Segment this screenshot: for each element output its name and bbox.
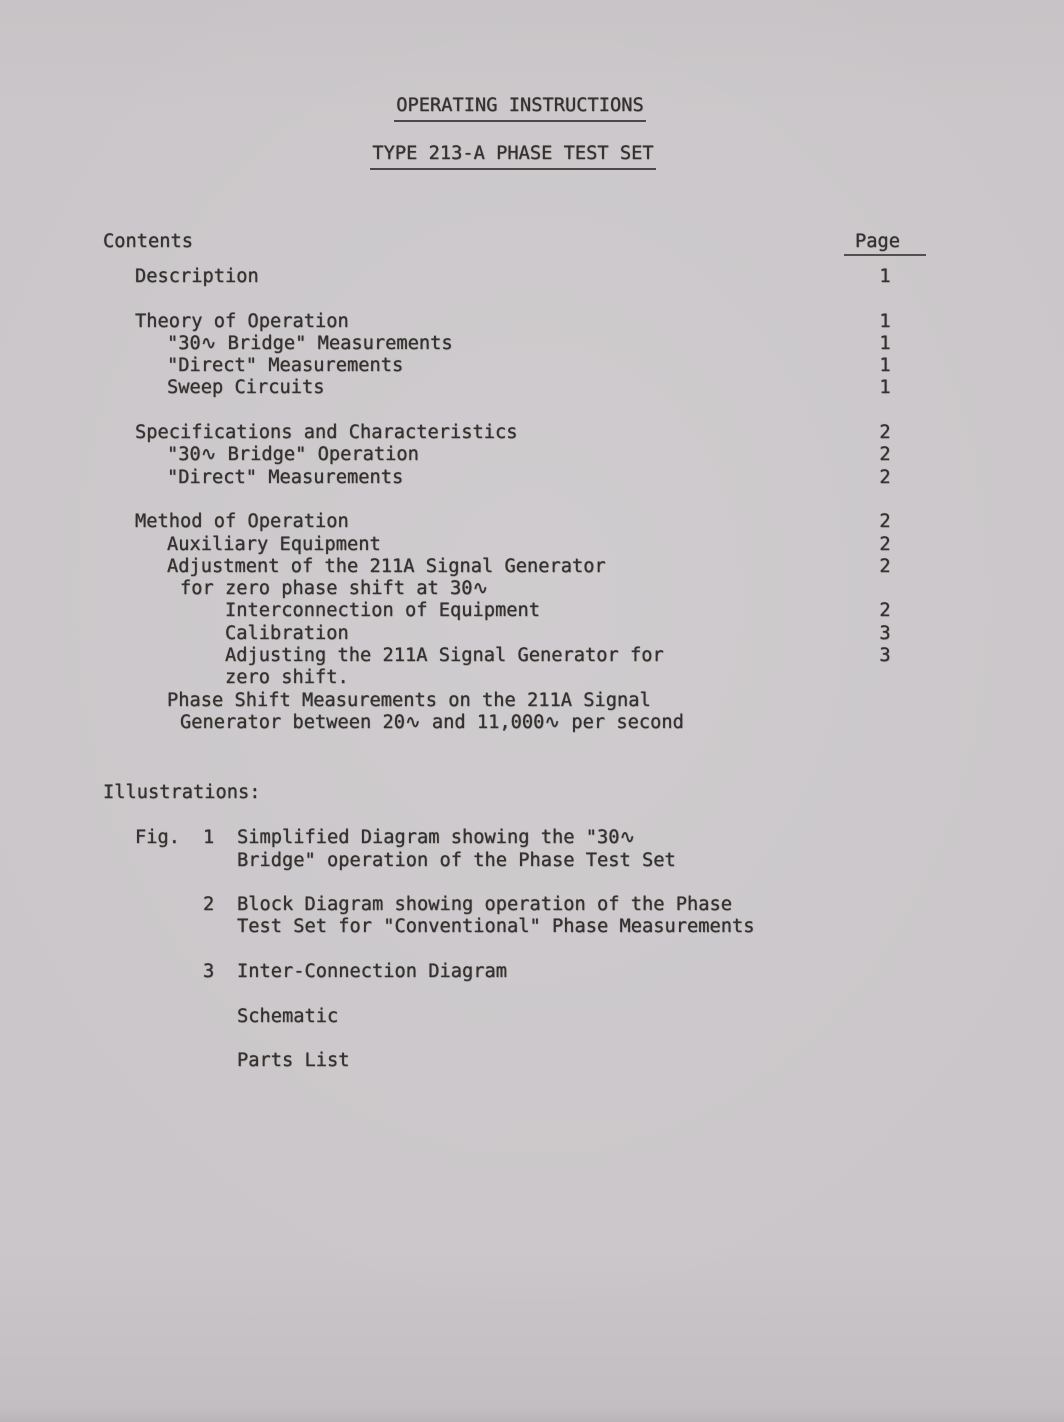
toc-entry-page: 2 bbox=[879, 511, 891, 533]
toc-entry-page: 1 bbox=[879, 332, 891, 354]
figure-text bbox=[237, 1006, 943, 1028]
figure-text bbox=[237, 827, 943, 872]
illustrations-heading: Illustrations: bbox=[103, 782, 261, 803]
toc-entry-page: 3 bbox=[879, 645, 891, 667]
toc-entry-text: Calibration bbox=[225, 622, 349, 644]
illustration-item bbox=[103, 827, 943, 872]
toc-row bbox=[103, 534, 943, 556]
toc-entry-page: 1 bbox=[879, 377, 891, 399]
toc-entry-text: Interconnection of Equipment bbox=[225, 600, 541, 622]
toc-row bbox=[103, 467, 943, 489]
toc-row bbox=[103, 333, 943, 355]
toc-row bbox=[103, 311, 943, 333]
figure-text-line: Inter-Connection Diagram bbox=[237, 961, 508, 983]
toc-entry-text: for zero phase shift at 30∿ bbox=[180, 578, 489, 600]
toc-row bbox=[103, 578, 943, 600]
toc-row bbox=[103, 712, 943, 734]
figure-label bbox=[135, 1006, 203, 1028]
document-subtitle-row bbox=[0, 142, 1040, 170]
toc-entry-text: Sweep Circuits bbox=[167, 377, 325, 399]
figure-text-line: Bridge" operation of the Phase Test Set bbox=[237, 849, 676, 871]
toc-entry-page: 1 bbox=[879, 310, 891, 332]
toc-entry-page: 2 bbox=[879, 533, 891, 555]
toc-row bbox=[103, 556, 943, 578]
toc-entry-text: Theory of Operation bbox=[135, 310, 349, 332]
document-title: OPERATING INSTRUCTIONS bbox=[394, 94, 646, 122]
toc-entry-page: 2 bbox=[879, 555, 891, 577]
toc-entry-page: 2 bbox=[879, 444, 891, 466]
document-subtitle: TYPE 213-A PHASE TEST SET bbox=[370, 142, 655, 170]
table-of-contents bbox=[103, 266, 943, 734]
figure-number: 1 bbox=[203, 827, 215, 849]
illustration-item bbox=[103, 1006, 943, 1028]
toc-entry-text: Adjusting the 211A Signal Generator for bbox=[225, 645, 664, 667]
toc-row bbox=[103, 645, 943, 667]
toc-entry-page: 2 bbox=[879, 422, 891, 444]
figure-number bbox=[203, 1006, 237, 1028]
toc-entry-page: 3 bbox=[879, 622, 891, 644]
figure-number: 2 bbox=[203, 894, 215, 916]
toc-row bbox=[103, 623, 943, 645]
figure-text-line: Schematic bbox=[237, 1005, 339, 1027]
illustration-item bbox=[103, 961, 943, 983]
toc-row bbox=[103, 266, 943, 288]
figure-text bbox=[237, 1050, 943, 1072]
toc-row bbox=[103, 422, 943, 444]
toc-row bbox=[103, 667, 943, 689]
toc-entry-text: Description bbox=[135, 266, 259, 287]
illustration-item bbox=[103, 894, 943, 939]
toc-entry-text: "30∿ Bridge" Measurements bbox=[167, 332, 453, 354]
toc-row bbox=[103, 600, 943, 622]
figure-label bbox=[135, 1050, 203, 1072]
figure-number bbox=[203, 1050, 237, 1072]
toc-row bbox=[103, 377, 943, 399]
toc-entry-page: 2 bbox=[879, 466, 891, 488]
illustrations-section bbox=[103, 782, 943, 1073]
toc-entry-page: 1 bbox=[879, 266, 891, 287]
toc-entry-text: Phase Shift Measurements on the 211A Signal bbox=[167, 689, 651, 711]
figure-text bbox=[237, 894, 943, 939]
toc-entry-text: Specifications and Characteristics bbox=[135, 422, 518, 444]
figure-number: 3 bbox=[203, 961, 215, 983]
figure-text-line: Block Diagram showing operation of the Phase bbox=[237, 894, 733, 916]
contents-heading: Contents bbox=[103, 231, 194, 252]
document-title-row bbox=[0, 94, 1040, 122]
toc-entry-page: 1 bbox=[879, 355, 891, 377]
figure-label bbox=[135, 961, 203, 983]
toc-entry-text: Generator between 20∿ and 11,000∿ per second bbox=[180, 711, 684, 733]
toc-entry-page: 2 bbox=[879, 600, 891, 622]
figure-label: Fig. bbox=[135, 827, 181, 849]
toc-entry-text: Method of Operation bbox=[135, 511, 349, 533]
figure-text bbox=[237, 961, 943, 983]
toc-entry-text: "Direct" Measurements bbox=[167, 355, 404, 377]
illustration-item bbox=[103, 1050, 943, 1072]
toc-row bbox=[103, 690, 943, 712]
contents-header bbox=[103, 231, 933, 255]
toc-entry-text: Auxiliary Equipment bbox=[167, 533, 381, 555]
toc-entry-text: Adjustment of the 211A Signal Generator bbox=[167, 555, 606, 577]
figure-text-line: Simplified Diagram showing the "30∿ bbox=[237, 827, 636, 849]
toc-row bbox=[103, 355, 943, 377]
toc-row bbox=[103, 511, 943, 533]
toc-row bbox=[103, 444, 943, 466]
toc-entry-text: "Direct" Measurements bbox=[167, 466, 404, 488]
figure-text-line: Parts List bbox=[237, 1050, 350, 1072]
figure-label bbox=[135, 894, 203, 939]
figure-text-line: Test Set for "Conventional" Phase Measurements bbox=[237, 916, 755, 938]
title-block bbox=[0, 94, 1040, 170]
toc-entry-text: "30∿ Bridge" Operation bbox=[167, 444, 419, 466]
illustrations-list bbox=[103, 827, 943, 1072]
toc-entry-text: zero shift. bbox=[225, 667, 349, 689]
page-column-heading: Page bbox=[844, 231, 926, 256]
